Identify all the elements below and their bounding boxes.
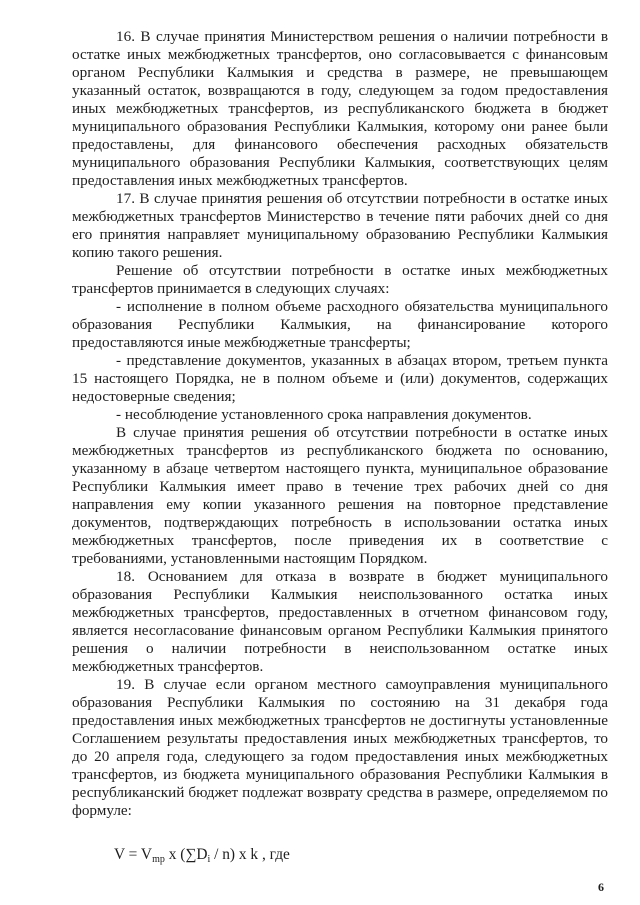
- document-page: [72, 28, 608, 820]
- paragraph-19: 19. В случае если органом местного самоуправления муниципального образования Республики Калмыкия по состоянию на 31 декабря года предоставления иных межбюджетных трансфертов не достигнуты установленные Соглашением результаты предоставления иных межбюджетных трансфертов, то до 20 апреля года, следующего за годом предоставления иных межбюджетных трансфертов, из бюджета муниципального образования Республики Калмыкия в республиканский бюджет подлежат возврату средства в размере, определяемом по формуле:: [72, 676, 608, 819]
- formula-lhs: V = V: [114, 846, 153, 863]
- paragraph-decision-cases-intro: Решение об отсутствии потребности в остатке иных межбюджетных трансфертов принимается в следующих случаях:: [72, 262, 608, 297]
- list-item-full-execution: - исполнение в полном объеме расходного обязательства муниципального образования Республики Калмыкия, на финансирование которого предоставляются иные межбюджетные трансферты;: [72, 298, 608, 351]
- formula-subscript-mp: mp: [152, 854, 165, 865]
- page-number: 6: [598, 880, 604, 894]
- paragraph-18: 18. Основанием для отказа в возврате в бюджет муниципального образования Республики Калмыкия неиспользованного остатка иных межбюджетных трансфертов, предоставленных в отчетном финансовом году, является несогласование финансовым органом Республики Калмыкия принятого решения о наличии потребности в неиспользованном остатке иных межбюджетных трансфертов.: [72, 568, 608, 675]
- list-item-incomplete-documents: - представление документов, указанных в абзацах втором, третьем пункта 15 настоящего Порядка, не в полном объеме и (или) документов, содержащих недостоверные сведения;: [72, 352, 608, 405]
- list-item-deadline-violation: - несоблюдение установленного срока направления документов.: [116, 406, 532, 423]
- formula-middle: x (∑D: [164, 846, 208, 863]
- paragraph-17: 17. В случае принятия решения об отсутствии потребности в остатке иных межбюджетных трансфертов Министерство в течение пяти рабочих дней со дня его принятия направляет муниципальному образованию Республики Калмыкия копию такого решения.: [72, 190, 608, 261]
- return-amount-formula: [114, 846, 290, 864]
- paragraph-resubmission-right: В случае принятия решения об отсутствии потребности в остатке иных межбюджетных трансфертов из республиканского бюджета по основанию, указанному в абзаце четвертом настоящего пункта, муниципальное образование Республики Калмыкия имеет право в течение трех рабочих дней со дня направления ему копии указанного решения на повторное представление документов, подтверждающих потребность в использовании остатка иных межбюджетных трансфертов, после приведения их в соответствие с требованиями, установленными настоящим Порядком.: [72, 424, 608, 567]
- paragraph-16: 16. В случае принятия Министерством решения о наличии потребности в остатке иных межбюджетных трансфертов, оно согласовывается с финансовым органом Республики Калмыкия и средства в размере, не превышающем указанный остаток, возвращаются в году, следующем за годом предоставления иных межбюджетных трансфертов, из республиканского бюджета в бюджет муниципального образования Республики Калмыкия, которому они ранее были предоставлены, для финансового обеспечения расходных обязательств муниципального образования Республики Калмыкия, соответствующих целям предоставления иных межбюджетных трансфертов.: [72, 28, 608, 189]
- formula-subscript-i: i: [207, 854, 211, 865]
- formula-rhs: / n) x k , где: [210, 846, 290, 863]
